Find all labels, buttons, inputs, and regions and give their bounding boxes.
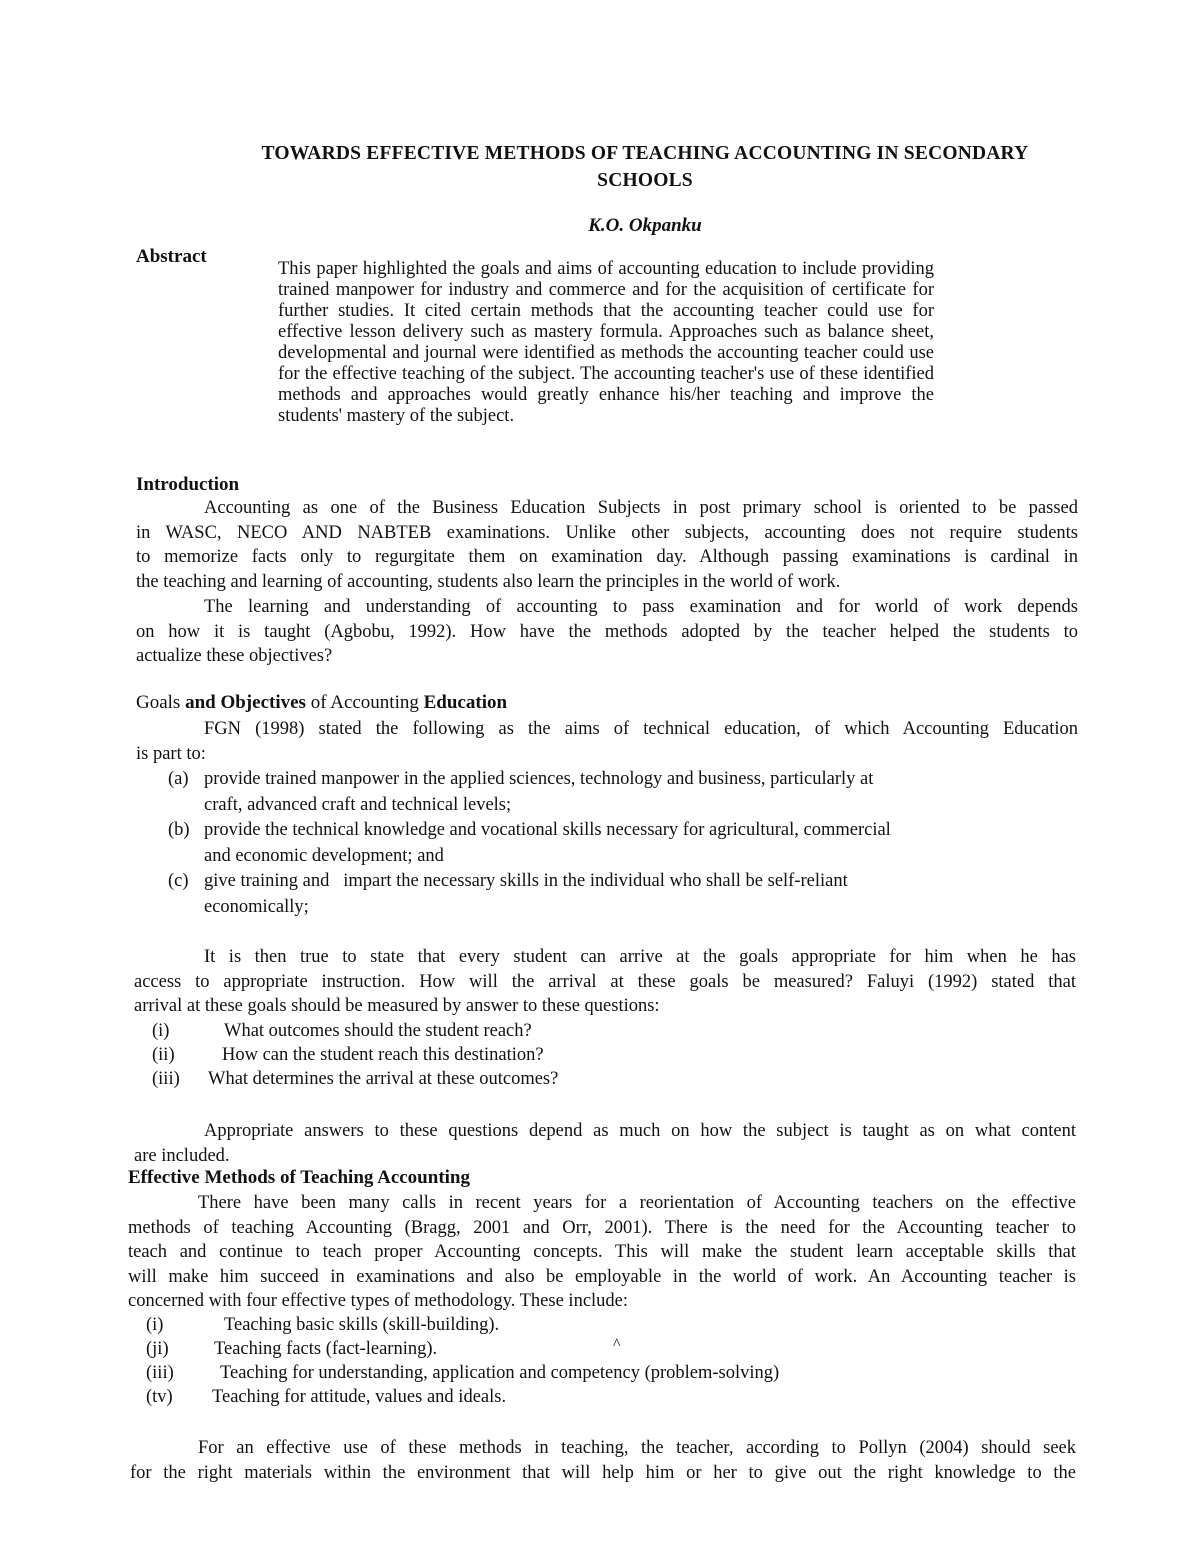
goals-heading-part: and Objectives xyxy=(185,692,306,713)
paragraph-line: FGN (1998) stated the following as the aims of technical education, of which Accounting Education xyxy=(204,719,1078,739)
paragraph-line: There have been many calls in recent years for a reorientation of Accounting teachers on the effective xyxy=(198,1193,1076,1213)
paragraph-line: are included. xyxy=(134,1145,230,1166)
list-item xyxy=(152,1043,852,1067)
paragraph-line: will make him succeed in examinations and also be employable in the world of work. An Accounting teacher is xyxy=(128,1266,1076,1287)
goals-heading xyxy=(136,692,507,714)
title-line-1: TOWARDS EFFECTIVE METHODS OF TEACHING ACCOUNTING IN SECONDARY xyxy=(261,143,1029,164)
paragraph-line: concerned with four effective types of methodology. These include: xyxy=(128,1291,629,1311)
paragraph-line: Appropriate answers to these questions depend as much on how the subject is taught as on what content xyxy=(204,1121,1076,1141)
list-marker: (iii) xyxy=(146,1363,174,1383)
list-item-text: What determines the arrival at these outcomes? xyxy=(208,1069,559,1089)
paragraph-line: The learning and understanding of accounting to pass examination and for world of work depends xyxy=(204,597,1078,617)
stray-caret-mark: ^ xyxy=(613,1336,621,1353)
paragraph-line: It is then true to state that every student can arrive at the goals appropriate for him when he has xyxy=(204,947,1076,967)
list-item-text: Teaching facts (fact-learning). xyxy=(214,1339,438,1359)
paragraph-line: teach and continue to teach proper Accounting concepts. This will make the student learn acceptable skills that xyxy=(128,1242,1076,1262)
paragraph-line: arrival at these goals should be measured by answer to these questions: xyxy=(134,996,660,1016)
goals-paragraph-2 xyxy=(134,945,1076,1019)
list-marker: (b) xyxy=(168,820,190,840)
paragraph-line: the teaching and learning of accounting, students also learn the principles in the world of work. xyxy=(136,571,841,592)
list-item-line: and economic development; and xyxy=(204,845,444,866)
goals-heading-part: of Accounting xyxy=(310,692,419,713)
list-item xyxy=(152,1019,852,1043)
author-name: K.O. Okpanku xyxy=(588,215,702,236)
paragraph-line: on how it is taught (Agbobu, 1992). How have the methods adopted by the teacher helped the students to xyxy=(136,621,1078,642)
paragraph-line: access to appropriate instruction. How will the arrival at these goals be measured? Faluyi (1992) stated that xyxy=(134,971,1076,992)
paragraph-line: for the right materials within the environment that will help him or her to give out the right knowledge to the xyxy=(130,1462,1076,1483)
list-item xyxy=(168,818,1028,869)
abstract-heading: Abstract xyxy=(136,246,207,267)
list-marker: (a) xyxy=(168,769,189,789)
list-item-line: provide the technical knowledge and vocational skills necessary for agricultural, commercial xyxy=(204,820,891,840)
introduction-heading: Introduction xyxy=(136,474,240,495)
goals-paragraph-3 xyxy=(134,1119,1076,1168)
paragraph-line: Accounting as one of the Business Education Subjects in post primary school is oriented to be passed xyxy=(204,498,1078,518)
paper-title xyxy=(130,140,1160,194)
list-item-text: Teaching basic skills (skill-building). xyxy=(224,1315,500,1335)
list-item-text: Teaching for attitude, values and ideals. xyxy=(212,1387,507,1407)
methods-heading: Effective Methods of Teaching Accounting xyxy=(128,1167,470,1188)
methods-paragraph-2 xyxy=(130,1436,1076,1485)
list-item-line: economically; xyxy=(204,896,309,917)
list-item xyxy=(146,1385,906,1409)
paragraph-line: actualize these objectives? xyxy=(136,646,333,666)
list-marker: (ii) xyxy=(152,1045,175,1065)
list-marker: (i) xyxy=(146,1315,164,1335)
list-item-text: What outcomes should the student reach? xyxy=(224,1021,532,1041)
list-marker: (i) xyxy=(152,1021,170,1041)
introduction-paragraph-1 xyxy=(136,496,1078,594)
list-marker: (c) xyxy=(168,871,189,891)
list-item xyxy=(146,1337,906,1361)
abstract-text: This paper highlighted the goals and aims of accounting education to include providing trained manpower for industry and commerce and for the acquisition of certificate for further studies. It cited certain methods that the accounting teacher could use for effective lesson delivery such as mastery formula. Approaches such as balance sheet, developmental and journal were identified as methods the accounting teacher could use for the effective teaching of the subject. The accounting teacher's use of these identified methods and approaches would greatly enhance his/her teaching and improve the students' mastery of the subject. xyxy=(278,259,934,426)
questions-list xyxy=(152,1019,852,1091)
paragraph-line: in WASC, NECO AND NABTEB examinations. Unlike other subjects, accounting does not require students xyxy=(136,522,1078,543)
list-item xyxy=(168,767,1028,818)
goals-heading-part: Goals xyxy=(136,692,181,713)
list-item-line: give training and impart the necessary skills in the individual who shall be self-reliant xyxy=(204,871,848,891)
paragraph-line: methods of teaching Accounting (Bragg, 2001 and Orr, 2001). There is the need for the Accounting teacher to xyxy=(128,1217,1076,1238)
list-item-line: craft, advanced craft and technical levels; xyxy=(204,794,512,815)
list-marker: (ji) xyxy=(146,1339,169,1359)
methods-paragraph-1 xyxy=(128,1191,1076,1314)
aims-list xyxy=(168,767,1028,920)
paragraph-line: is part to: xyxy=(136,743,206,764)
list-item xyxy=(146,1313,906,1337)
list-marker: (tv) xyxy=(146,1387,173,1407)
goals-paragraph-1 xyxy=(136,717,1078,766)
list-item-text: Teaching for understanding, application and competency (problem-solving) xyxy=(220,1363,780,1383)
paragraph-line: For an effective use of these methods in teaching, the teacher, according to Pollyn (2004) should seek xyxy=(198,1438,1076,1458)
goals-heading-part: Education xyxy=(423,692,508,713)
list-item-line: provide trained manpower in the applied sciences, technology and business, particularly at xyxy=(204,769,874,789)
methodology-list xyxy=(146,1313,906,1409)
list-item xyxy=(168,869,1028,920)
list-item xyxy=(146,1361,906,1385)
introduction-paragraph-2 xyxy=(136,595,1078,669)
paragraph-line: to memorize facts only to regurgitate them on examination day. Although passing examinations is cardinal in xyxy=(136,547,1078,567)
list-item xyxy=(152,1067,852,1091)
list-marker: (iii) xyxy=(152,1069,180,1089)
title-line-2: SCHOOLS xyxy=(597,170,693,191)
list-item-text: How can the student reach this destination? xyxy=(222,1045,544,1065)
